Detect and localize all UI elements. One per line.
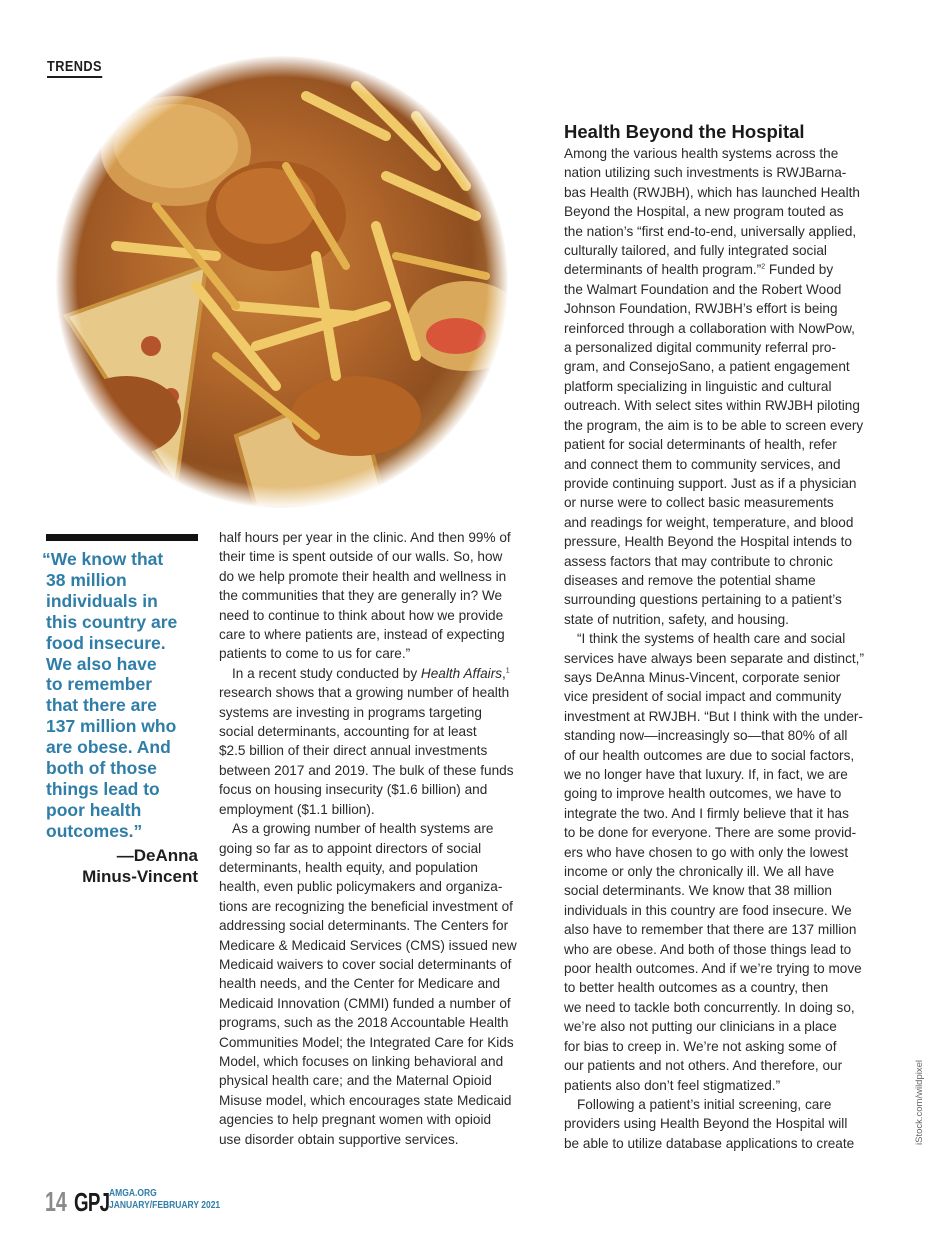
text-run: their time is spent outside of our walls. So, how xyxy=(219,549,503,565)
text-run: Among the various health systems across the xyxy=(564,146,839,161)
text-line xyxy=(564,881,894,900)
text-run: of our health outcomes are due to social factors, xyxy=(564,747,855,763)
text-run: nation utilizing such investments is RWJBarna- xyxy=(564,165,847,181)
text-line xyxy=(219,547,549,566)
pull-quote-line: outcomes.” xyxy=(46,820,143,841)
text-line xyxy=(219,625,549,644)
text-line xyxy=(219,703,549,722)
text-run: for bias to creep in. We’re not asking some of xyxy=(564,1038,837,1054)
pull-quote-line: that there are xyxy=(46,695,157,716)
text-line xyxy=(219,916,549,935)
pull-quote-line: 137 million who xyxy=(46,716,177,737)
text-line xyxy=(219,761,549,780)
text-run: provide continuing support. Just as if a physician xyxy=(564,475,857,491)
text-line xyxy=(564,823,894,842)
text-run: tions are recognizing the beneficial investment of xyxy=(219,898,513,914)
text-line xyxy=(564,532,894,551)
footnote-ref[interactable]: 1 xyxy=(505,667,510,675)
text-line xyxy=(564,202,894,221)
text-run: to be done for everyone. There are some provid- xyxy=(564,825,857,841)
text-line xyxy=(564,241,894,260)
text-run: determinants, health equity, and population xyxy=(219,859,478,875)
footnote-ref[interactable]: 2 xyxy=(761,263,766,271)
text-run: individuals in this country are food insecure. We xyxy=(564,902,852,918)
text-line xyxy=(564,998,894,1017)
pull-quote-line: are obese. And xyxy=(46,737,171,758)
text-run: Following a patient’s initial screening, care xyxy=(577,1096,832,1112)
text-run: we no longer have that luxury. If, in fact, we are xyxy=(564,767,848,782)
text-line xyxy=(564,901,894,920)
attribution-line: Minus-Vincent xyxy=(82,867,198,886)
text-run: In a recent study conducted by xyxy=(232,665,421,681)
photo-credit: iStock.com/wildpixel xyxy=(914,1060,925,1145)
text-run: agencies to help pregnant women with opioid xyxy=(219,1112,492,1128)
text-line xyxy=(564,319,894,338)
pull-quote xyxy=(42,549,202,842)
text-run: As a growing number of health systems are xyxy=(232,821,494,837)
text-run: Johnson Foundation, RWJBH’s effort is being xyxy=(564,301,838,317)
text-run: platform specializing in linguistic and cultural xyxy=(564,378,832,394)
text-line xyxy=(564,862,894,881)
text-line xyxy=(564,649,894,668)
text-line xyxy=(219,858,549,877)
text-run: $2.5 billion of their direct annual investments xyxy=(219,743,488,759)
text-run: patients to come to us for care.” xyxy=(219,646,411,662)
text-run: state of nutrition, safety, and housing. xyxy=(564,611,789,627)
text-line xyxy=(564,1114,894,1133)
text-line xyxy=(219,780,549,799)
text-run: and readings for weight, temperature, and blood xyxy=(564,514,854,530)
text-line xyxy=(219,800,549,819)
text-run: culturally tailored, and fully integrated social xyxy=(564,243,827,259)
text-line xyxy=(564,629,894,648)
text-run: bas Health (RWJBH), which has launched Health xyxy=(564,184,860,200)
text-line xyxy=(219,819,549,838)
text-run: half hours per year in the clinic. And then 99% of xyxy=(219,530,511,545)
text-run: and connect them to community services, and xyxy=(564,456,841,472)
footer-meta xyxy=(109,1188,220,1212)
text-run: investment at RWJBH. “But I think with the under- xyxy=(564,708,863,724)
text-run: going so far as to appoint directors of social xyxy=(219,840,482,856)
text-run: Funded by xyxy=(765,262,834,278)
text-line xyxy=(564,183,894,202)
text-run: do we help promote their health and wellness in xyxy=(219,568,507,584)
text-run: outreach. With select sites within RWJBH piloting xyxy=(564,398,860,414)
text-line xyxy=(564,144,894,163)
text-run: programs, such as the 2018 Accountable Health xyxy=(219,1015,509,1031)
text-line xyxy=(564,746,894,765)
text-run: employment ($1.1 billion). xyxy=(219,801,375,817)
body-column-right xyxy=(564,144,894,1153)
text-run: Medicaid waivers to cover social determinants of xyxy=(219,956,512,972)
text-line xyxy=(564,455,894,474)
text-run: going to improve health outcomes, we have to xyxy=(564,786,842,802)
text-run: income or only the chronically ill. We all have xyxy=(564,864,835,880)
text-run: health, even public policymakers and organiza- xyxy=(219,879,503,895)
text-line xyxy=(219,1091,549,1110)
text-line xyxy=(564,1056,894,1075)
text-run: health needs, and the Center for Medicare and xyxy=(219,976,501,992)
text-line xyxy=(564,493,894,512)
food-photo-illustration xyxy=(56,56,508,508)
text-run: standing now—increasingly so—that 80% of all xyxy=(564,728,848,744)
text-run: providers using Health Beyond the Hospital will xyxy=(564,1116,848,1132)
text-line xyxy=(564,1037,894,1056)
pull-quote-line: “We know that xyxy=(42,549,164,569)
text-line xyxy=(564,1017,894,1036)
text-line xyxy=(564,1095,894,1114)
text-line xyxy=(219,586,549,605)
pull-quote-line: things lead to xyxy=(46,778,160,799)
text-line xyxy=(219,741,549,760)
text-line xyxy=(219,606,549,625)
text-run: our patients and not others. And therefore, our xyxy=(564,1058,843,1074)
text-run: the program, the aim is to be able to screen every xyxy=(564,417,864,433)
text-run: research shows that a growing number of health xyxy=(219,685,510,701)
body-column-middle xyxy=(219,528,549,1149)
text-line xyxy=(219,839,549,858)
text-line xyxy=(564,610,894,629)
pull-quote-attribution xyxy=(82,845,198,887)
text-run: the Walmart Foundation and the Robert Wood xyxy=(564,281,842,297)
text-run: patients also don’t feel stigmatized.” xyxy=(564,1077,781,1093)
text-line xyxy=(564,299,894,318)
text-line xyxy=(564,377,894,396)
pull-quote-line: 38 million xyxy=(46,569,127,590)
text-run: diseases and remove the potential shame xyxy=(564,572,816,588)
text-run: social determinants. We know that 38 million xyxy=(564,883,832,899)
food-photo xyxy=(56,56,508,508)
text-line xyxy=(564,959,894,978)
text-line xyxy=(564,726,894,745)
pull-quote-line: to remember xyxy=(46,674,153,695)
text-line xyxy=(219,877,549,896)
text-run: be able to utilize database applications to create xyxy=(564,1135,855,1151)
text-run: the nation’s “first end-to-end, universally applied, xyxy=(564,223,857,239)
text-line xyxy=(564,1134,894,1153)
text-line xyxy=(219,1052,549,1071)
pull-quote-rule xyxy=(46,534,198,541)
text-line xyxy=(219,1130,549,1149)
text-run: need to continue to think about how we provide xyxy=(219,607,504,623)
text-run: the communities that they are generally in? We xyxy=(219,588,503,604)
text-line xyxy=(564,552,894,571)
text-line xyxy=(219,722,549,741)
text-run: Model, which focuses on linking behavioral and xyxy=(219,1053,504,1069)
text-line xyxy=(219,1013,549,1032)
text-run: patient for social determinants of health, refer xyxy=(564,437,837,453)
text-run: ers who have chosen to go with only the lowest xyxy=(564,844,849,860)
text-line xyxy=(564,940,894,959)
text-run: Medicaid Innovation (CMMI) funded a number of xyxy=(219,995,511,1011)
text-line xyxy=(564,920,894,939)
text-line xyxy=(219,1071,549,1090)
text-run: says DeAnna Minus-Vincent, corporate senior xyxy=(564,669,841,685)
text-run: Medicare & Medicaid Services (CMS) issued new xyxy=(219,937,517,953)
text-run: or nurse were to collect basic measurements xyxy=(564,495,834,511)
text-run: vice president of social impact and community xyxy=(564,689,842,705)
text-run: physical health care; and the Maternal Opioid xyxy=(219,1073,492,1089)
text-line xyxy=(564,396,894,415)
text-line xyxy=(564,687,894,706)
text-run: to better health outcomes as a country, then xyxy=(564,980,829,996)
text-line xyxy=(564,474,894,493)
text-line xyxy=(564,571,894,590)
text-run: social determinants, accounting for at least xyxy=(219,724,477,740)
text-line xyxy=(219,955,549,974)
footer-site[interactable]: AMGA.ORG xyxy=(109,1188,157,1199)
pull-quote-line: both of those xyxy=(46,758,157,779)
text-line xyxy=(219,897,549,916)
text-run: between 2017 and 2019. The bulk of these funds xyxy=(219,762,514,778)
gpj-logo: GPJ xyxy=(74,1187,110,1217)
text-line xyxy=(564,435,894,454)
text-line xyxy=(219,994,549,1013)
text-line xyxy=(564,590,894,609)
text-line xyxy=(564,978,894,997)
pull-quote-line: poor health xyxy=(46,799,142,820)
text-run: Communities Model; the Integrated Care for Kids xyxy=(219,1034,514,1050)
text-line xyxy=(219,936,549,955)
text-line xyxy=(564,357,894,376)
text-run: systems are investing in programs targeting xyxy=(219,704,482,720)
text-run: addressing social determinants. The Centers for xyxy=(219,918,509,934)
text-line xyxy=(219,683,549,702)
text-run: we’re also not putting our clinicians in a place xyxy=(564,1019,837,1035)
footer-issue: JANUARY/FEBRUARY 2021 xyxy=(109,1200,221,1211)
text-line xyxy=(564,513,894,532)
text-run: who are obese. And both of those things lead to xyxy=(564,941,852,957)
text-line xyxy=(219,528,549,547)
text-line xyxy=(564,416,894,435)
text-line xyxy=(564,843,894,862)
text-run: gram, and ConsejoSano, a patient engagement xyxy=(564,359,850,375)
text-line xyxy=(564,804,894,823)
text-line xyxy=(219,1110,549,1129)
text-run: care to where patients are, instead of expecting xyxy=(219,627,505,643)
text-line xyxy=(564,765,894,784)
text-run: poor health outcomes. And if we’re trying to move xyxy=(564,961,862,977)
text-line xyxy=(564,1076,894,1095)
attribution-line: —DeAnna xyxy=(116,846,198,865)
text-line xyxy=(564,338,894,357)
text-run: use disorder obtain supportive services. xyxy=(219,1131,459,1147)
text-run: determinants of health program.” xyxy=(564,262,762,278)
text-run: Misuse model, which encourages state Medicaid xyxy=(219,1092,512,1108)
text-line xyxy=(564,163,894,182)
text-run: reinforced through a collaboration with NowPow, xyxy=(564,320,855,336)
text-run: integrate the two. And I firmly believe that it has xyxy=(564,805,849,821)
text-line xyxy=(564,222,894,241)
text-line xyxy=(219,644,549,663)
text-line xyxy=(564,280,894,299)
pull-quote-line: this country are xyxy=(46,611,178,632)
text-run: also have to remember that there are 137 million xyxy=(564,922,857,938)
pull-quote-line: We also have xyxy=(46,653,157,674)
text-run: “I think the systems of health care and social xyxy=(577,631,846,647)
text-run: focus on housing insecurity ($1.6 billion) and xyxy=(219,782,488,798)
text-line xyxy=(564,260,894,279)
text-run: assess factors that may contribute to chronic xyxy=(564,553,833,569)
text-run: services have always been separate and distinct,” xyxy=(564,650,864,666)
section-heading: Health Beyond the Hospital xyxy=(564,121,805,142)
text-line xyxy=(219,974,549,993)
text-run: we need to tackle both concurrently. In doing so, xyxy=(564,999,855,1015)
publication-title: Health Affairs xyxy=(420,665,503,681)
text-line: In a recent study conducted by Health Affairs,$^1$ xyxy=(232,665,510,681)
text-run: Beyond the Hospital, a new program touted as xyxy=(564,204,844,220)
text-line xyxy=(219,1033,549,1052)
text-line xyxy=(219,567,549,586)
text-run: pressure, Health Beyond the Hospital intends to xyxy=(564,534,852,550)
text-line xyxy=(564,784,894,803)
section-label: TRENDS xyxy=(47,58,102,78)
text-run: surrounding questions pertaining to a patient’s xyxy=(564,592,842,608)
text-run: a personalized digital community referral pro- xyxy=(564,340,836,356)
pull-quote-line: individuals in xyxy=(46,590,158,611)
text-line xyxy=(564,668,894,687)
text-line xyxy=(564,707,894,726)
page-number: 14 xyxy=(45,1186,67,1217)
pull-quote-line: food insecure. xyxy=(46,632,166,653)
